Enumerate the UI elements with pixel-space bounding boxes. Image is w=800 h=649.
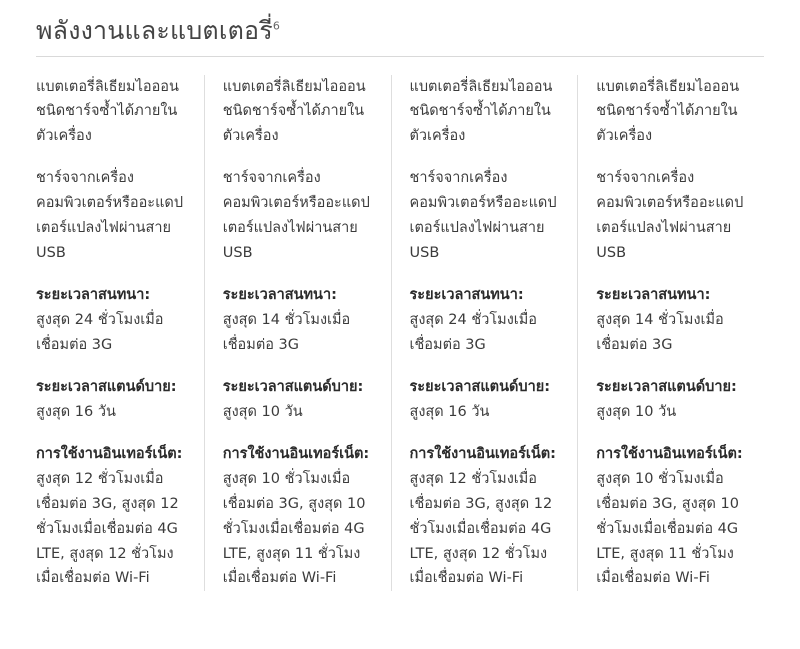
spec-column-1 [36, 75, 204, 592]
standby-time-block [410, 375, 560, 425]
talk-time-block [596, 283, 746, 358]
internet-use-value: สูงสุด 12 ชั่วโมงเมื่อเชื่อมต่อ 3G, สูงสุด 12 ชั่วโมงเมื่อเชื่อมต่อ 4G LTE, สูงสุด 12 ชั่วโมงเมื่อเชื่อมต่อ Wi-Fi [36, 470, 179, 587]
charging-block [223, 166, 373, 266]
internet-use-block [596, 442, 746, 592]
talk-time-label: ระยะเวลาสนทนา: [409, 287, 524, 304]
standby-time-value: สูงสุด 10 วัน [222, 403, 303, 420]
talk-time-block [223, 283, 373, 358]
footnote-marker: 6 [272, 19, 281, 33]
internet-use-block [223, 442, 373, 592]
battery-type-text: แบตเตอรี่ลิเธียมไอออนชนิดชาร์จซ้ำได้ภายในตัวเครื่อง [36, 78, 179, 145]
battery-type-text: แบตเตอรี่ลิเธียมไอออนชนิดชาร์จซ้ำได้ภายในตัวเครื่อง [222, 78, 366, 145]
internet-use-label: การใช้งานอินเทอร์เน็ต: [222, 445, 370, 462]
spec-column-4 [577, 75, 764, 592]
battery-type-block [223, 75, 373, 150]
standby-time-value: สูงสุด 16 วัน [409, 403, 490, 420]
spec-columns [36, 75, 764, 592]
internet-use-label: การใช้งานอินเทอร์เน็ต: [36, 445, 183, 462]
talk-time-value: สูงสุด 14 ชั่วโมงเมื่อเชื่อมต่อ 3G [222, 312, 351, 353]
internet-use-value: สูงสุด 12 ชั่วโมงเมื่อเชื่อมต่อ 3G, สูงสุด 12 ชั่วโมงเมื่อเชื่อมต่อ 4G LTE, สูงสุด 12 ชั่วโมงเมื่อเชื่อมต่อ Wi-Fi [409, 470, 553, 587]
talk-time-value: สูงสุด 24 ชั่วโมงเมื่อเชื่อมต่อ 3G [409, 312, 537, 353]
standby-time-value: สูงสุด 10 วัน [596, 403, 677, 420]
charging-block [596, 166, 746, 266]
talk-time-label: ระยะเวลาสนทนา: [222, 287, 337, 304]
talk-time-value: สูงสุด 24 ชั่วโมงเมื่อเชื่อมต่อ 3G [36, 312, 164, 353]
battery-type-text: แบตเตอรี่ลิเธียมไอออนชนิดชาร์จซ้ำได้ภายในตัวเครื่อง [596, 78, 740, 145]
charging-text: ชาร์จจากเครื่องคอมพิวเตอร์หรืออะแดปเตอร์แปลงไฟผ่านสาย USB [409, 170, 557, 262]
page-title [36, 0, 764, 56]
charging-block [410, 166, 560, 266]
internet-use-block [410, 442, 560, 592]
standby-time-block [36, 375, 186, 425]
standby-time-label: ระยะเวลาสแตนด์บาย: [222, 378, 364, 395]
battery-type-block [36, 75, 186, 150]
charging-block [36, 166, 186, 266]
standby-time-label: ระยะเวลาสแตนด์บาย: [36, 378, 177, 395]
battery-type-block [596, 75, 746, 150]
page-title-text: พลังงานและแบตเตอรี่ [36, 16, 273, 45]
talk-time-value: สูงสุด 14 ชั่วโมงเมื่อเชื่อมต่อ 3G [596, 312, 724, 353]
internet-use-value: สูงสุด 10 ชั่วโมงเมื่อเชื่อมต่อ 3G, สูงสุด 10 ชั่วโมงเมื่อเชื่อมต่อ 4G LTE, สูงสุด 11 ชั่วโมงเมื่อเชื่อมต่อ Wi-Fi [222, 470, 366, 587]
talk-time-block [36, 283, 186, 358]
battery-type-text: แบตเตอรี่ลิเธียมไอออนชนิดชาร์จซ้ำได้ภายในตัวเครื่อง [409, 78, 553, 145]
internet-use-block [36, 442, 186, 592]
charging-text: ชาร์จจากเครื่องคอมพิวเตอร์หรืออะแดปเตอร์แปลงไฟผ่านสาย USB [222, 170, 370, 262]
talk-time-label: ระยะเวลาสนทนา: [36, 287, 151, 304]
spec-column-3 [391, 75, 578, 592]
talk-time-block [410, 283, 560, 358]
internet-use-label: การใช้งานอินเทอร์เน็ต: [409, 445, 556, 462]
standby-time-value: สูงสุด 16 วัน [36, 403, 116, 420]
standby-time-label: ระยะเวลาสแตนด์บาย: [596, 378, 737, 395]
standby-time-block [596, 375, 746, 425]
charging-text: ชาร์จจากเครื่องคอมพิวเตอร์หรืออะแดปเตอร์แปลงไฟผ่านสาย USB [36, 170, 184, 262]
standby-time-label: ระยะเวลาสแตนด์บาย: [409, 378, 551, 395]
charging-text: ชาร์จจากเครื่องคอมพิวเตอร์หรืออะแดปเตอร์แปลงไฟผ่านสาย USB [596, 170, 744, 262]
standby-time-block [223, 375, 373, 425]
battery-type-block [410, 75, 560, 150]
spec-column-2 [204, 75, 391, 592]
title-divider [36, 56, 764, 57]
talk-time-label: ระยะเวลาสนทนา: [596, 287, 711, 304]
internet-use-label: การใช้งานอินเทอร์เน็ต: [596, 445, 743, 462]
internet-use-value: สูงสุด 10 ชั่วโมงเมื่อเชื่อมต่อ 3G, สูงสุด 10 ชั่วโมงเมื่อเชื่อมต่อ 4G LTE, สูงสุด 11 ชั่วโมงเมื่อเชื่อมต่อ Wi-Fi [596, 470, 739, 587]
